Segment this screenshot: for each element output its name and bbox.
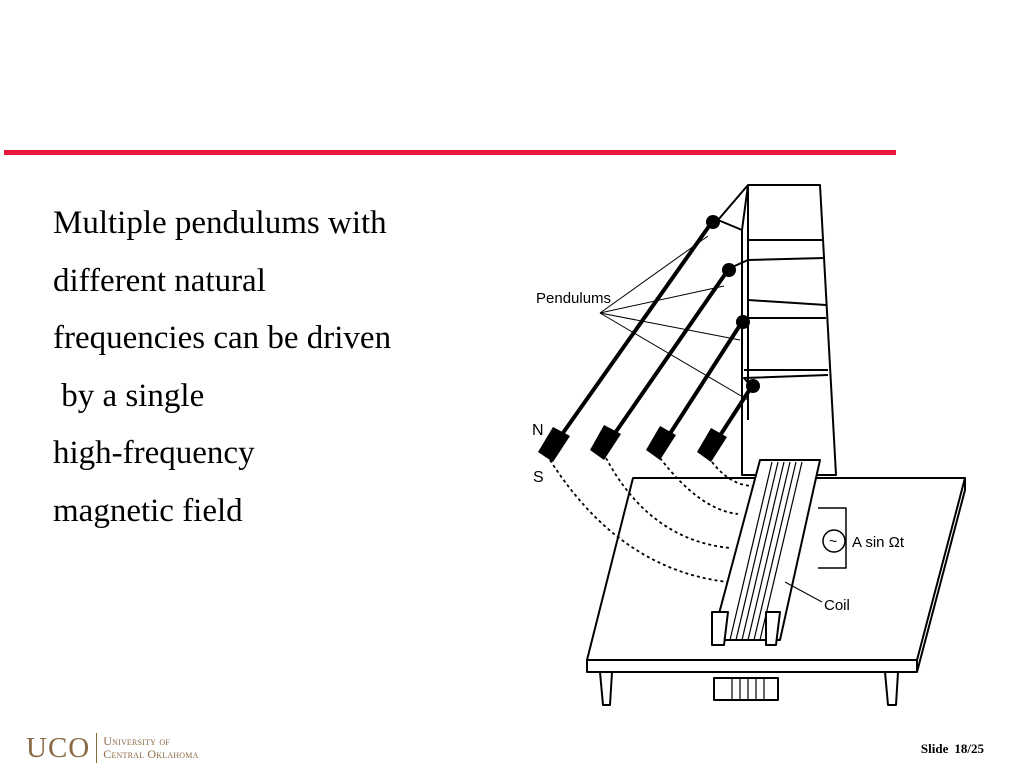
slide-number: 18/25 xyxy=(954,741,984,756)
body-line: high-frequency xyxy=(53,435,255,471)
body-line: frequencies can be driven xyxy=(53,320,392,356)
logo-line: University of xyxy=(103,734,170,748)
base-edge xyxy=(587,660,917,672)
logo-line: Central Oklahoma xyxy=(103,747,199,761)
body-line: by a single xyxy=(53,377,205,414)
slide-body-text xyxy=(53,195,493,540)
pendulum-apparatus-diagram xyxy=(520,178,990,718)
north-pole-label: N xyxy=(532,422,544,439)
source-label: A sin Ωt xyxy=(852,534,905,551)
title-divider-rule xyxy=(4,150,896,155)
slide-counter xyxy=(921,741,984,757)
logo-university-name xyxy=(103,735,198,761)
ac-source-glyph: ~ xyxy=(829,533,838,549)
body-line: Multiple pendulums with xyxy=(53,205,387,241)
body-line: different natural xyxy=(53,262,266,299)
body-line: magnetic field xyxy=(53,492,243,529)
coil-label: Coil xyxy=(824,597,850,614)
support-tower xyxy=(742,185,836,475)
logo-divider xyxy=(96,733,97,763)
slide-label: Slide xyxy=(920,741,949,756)
university-logo xyxy=(26,731,199,765)
logo-abbreviation: UCO xyxy=(26,732,91,764)
south-pole-label: S xyxy=(533,469,544,486)
pendulums-label: Pendulums xyxy=(536,290,612,307)
